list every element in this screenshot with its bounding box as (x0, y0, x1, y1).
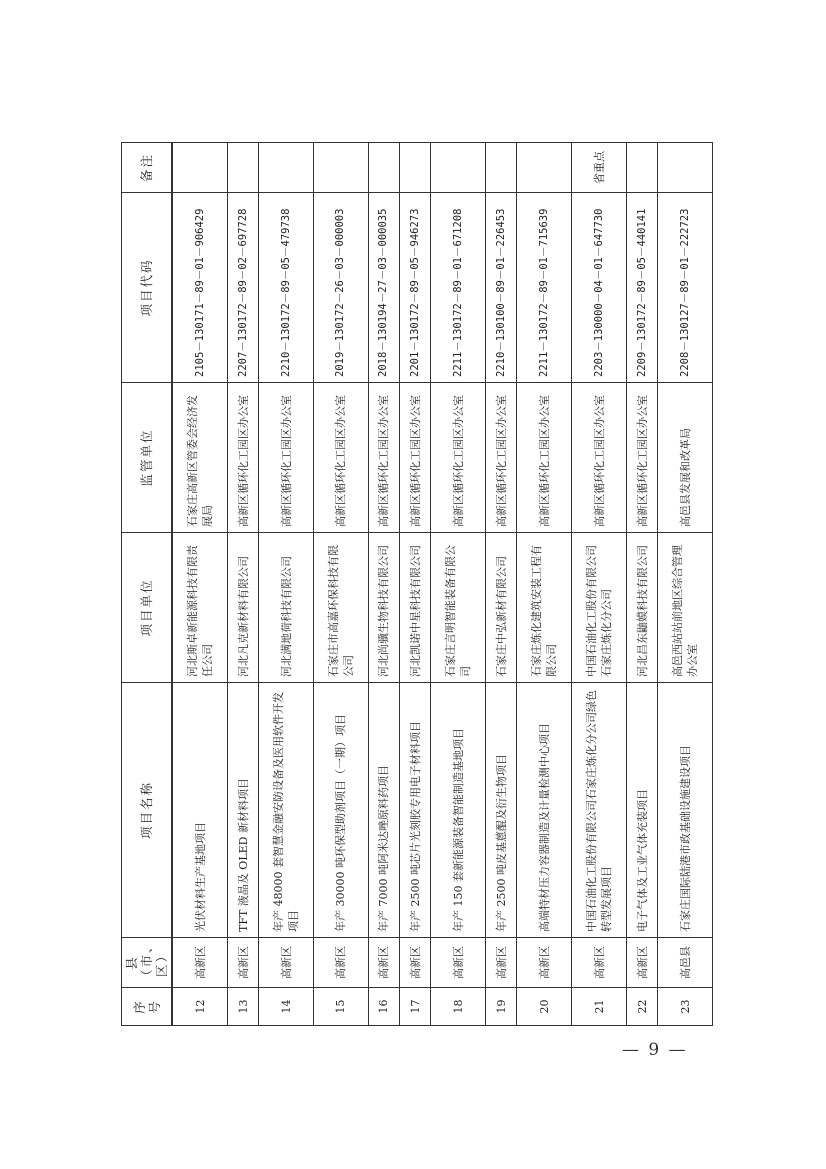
cell-name: 高端特材压力容器制造及计量检测中心项目 (517, 683, 572, 938)
cell-remark (658, 143, 713, 193)
cell-remark: 省重点 (572, 143, 627, 193)
table-row (572, 143, 627, 1026)
table-row (626, 143, 657, 1026)
cell-unit: 石家庄市高嘉环保科技有限公司 (314, 533, 369, 683)
cell-county: 高新区 (572, 938, 627, 988)
page-number: — 9 — (622, 1040, 688, 1060)
cell-code: 2211－130172－89－01－671208 (431, 193, 486, 383)
cell-seq: 14 (259, 988, 314, 1026)
table-row (228, 143, 259, 1026)
cell-supervisor: 高新区循环化工园区办公室 (314, 383, 369, 533)
cell-unit: 河北凡克新材料有限公司 (228, 533, 259, 683)
header-supervisor: 监管单位 (122, 383, 173, 533)
cell-name: 年产 48000 套智慧金融安防设备及医用软件开发项目 (259, 683, 314, 938)
cell-supervisor: 高新区循环化工园区办公室 (572, 383, 627, 533)
table-row (314, 143, 369, 1026)
cell-supervisor: 高新区循环化工园区办公室 (431, 383, 486, 533)
project-table (121, 142, 713, 1026)
cell-supervisor: 高新区循环化工园区办公室 (626, 383, 657, 533)
cell-remark (368, 143, 399, 193)
cell-remark (259, 143, 314, 193)
cell-county: 高新区 (172, 938, 228, 988)
cell-remark (431, 143, 486, 193)
cell-code: 2201－130172－89－05－946273 (400, 193, 431, 383)
cell-code: 2203－130000－04－01－647730 (572, 193, 627, 383)
cell-code: 2211－130172－89－01－715639 (517, 193, 572, 383)
cell-seq: 16 (368, 988, 399, 1026)
cell-name: 年产 30000 吨环保型助剂项目（一期）项目 (314, 683, 369, 938)
cell-unit: 河北昌东鼬嫫科技有限公司 (626, 533, 657, 683)
cell-county: 高新区 (431, 938, 486, 988)
cell-county: 高新区 (486, 938, 517, 988)
cell-code: 2210－130100－89－01－226453 (486, 193, 517, 383)
cell-unit: 河北尚骥生物科技有限公司 (368, 533, 399, 683)
cell-code: 2209－130172－89－05－440141 (626, 193, 657, 383)
cell-supervisor: 高新区循环化工园区办公室 (259, 383, 314, 533)
table-row (517, 143, 572, 1026)
cell-remark (626, 143, 657, 193)
cell-seq: 22 (626, 988, 657, 1026)
table-row (486, 143, 517, 1026)
cell-unit: 河北满地荷科技有限公司 (259, 533, 314, 683)
cell-unit: 高邑西站站前地区综合管理办公室 (658, 533, 713, 683)
rotated-table-container (121, 143, 713, 1026)
header-code: 项目代码 (122, 193, 173, 383)
header-county: 县（市、区） (122, 938, 173, 988)
cell-county: 高新区 (368, 938, 399, 988)
cell-remark (517, 143, 572, 193)
cell-seq: 12 (172, 988, 228, 1026)
cell-seq: 15 (314, 988, 369, 1026)
cell-county: 高新区 (626, 938, 657, 988)
cell-seq: 13 (228, 988, 259, 1026)
cell-name: 年产 2500 吨芯片光刻胶专用电子材料项目 (400, 683, 431, 938)
table-row (172, 143, 228, 1026)
table-row (259, 143, 314, 1026)
cell-name: 电子气体及工业气体充装项目 (626, 683, 657, 938)
cell-county: 高邑县 (658, 938, 713, 988)
cell-seq: 19 (486, 988, 517, 1026)
cell-county: 高新区 (517, 938, 572, 988)
cell-county: 高新区 (259, 938, 314, 988)
header-remark: 备注 (122, 143, 173, 193)
header-seq: 序号 (122, 988, 173, 1026)
cell-seq: 21 (572, 988, 627, 1026)
cell-supervisor: 高邑县发展和改革局 (658, 383, 713, 533)
cell-name: 年产 150 套新能源装备智能制造基地项目 (431, 683, 486, 938)
table-row (658, 143, 713, 1026)
cell-remark (228, 143, 259, 193)
cell-supervisor: 石家庄高新区管委会经济发展局 (172, 383, 228, 533)
cell-name: 中国石油化工股份有限公司石家庄炼化分公司绿色转型发展项目 (572, 683, 627, 938)
cell-code: 2207－130172－89－02－697728 (228, 193, 259, 383)
cell-unit: 石家庄中弘新材有限公司 (486, 533, 517, 683)
cell-unit: 石家庄炼化建筑安装工程有限公司 (517, 533, 572, 683)
header-unit: 项目单位 (122, 533, 173, 683)
cell-remark (400, 143, 431, 193)
cell-name: 年产 7000 吨阿米达唑原料药项目 (368, 683, 399, 938)
cell-code: 2019－130172－26－03－000003 (314, 193, 369, 383)
cell-seq: 20 (517, 988, 572, 1026)
cell-supervisor: 高新区循环化工园区办公室 (228, 383, 259, 533)
cell-name: TFT 液晶及 OLED 新材料项目 (228, 683, 259, 938)
cell-supervisor: 高新区循环化工园区办公室 (400, 383, 431, 533)
cell-code: 2105－130171－89－01－906429 (172, 193, 228, 383)
cell-supervisor: 高新区循环化工园区办公室 (486, 383, 517, 533)
cell-remark (314, 143, 369, 193)
cell-supervisor: 高新区循环化工园区办公室 (368, 383, 399, 533)
cell-unit: 河北斯卓新能源科技有限责任公司 (172, 533, 228, 683)
cell-supervisor: 高新区循环化工园区办公室 (517, 383, 572, 533)
cell-unit: 中国石油化工股份有限公司石家庄炼化分公司 (572, 533, 627, 683)
cell-code: 2018－130194－27－03－000035 (368, 193, 399, 383)
cell-county: 高新区 (314, 938, 369, 988)
cell-name: 年产 2500 吨皮基蒽醌及衍生物项目 (486, 683, 517, 938)
table-header-row (122, 143, 173, 1026)
table-row (431, 143, 486, 1026)
cell-remark (486, 143, 517, 193)
cell-seq: 17 (400, 988, 431, 1026)
cell-remark (172, 143, 228, 193)
cell-county: 高新区 (400, 938, 431, 988)
cell-name: 石家庄国际陆港市政基础设施建设项目 (658, 683, 713, 938)
cell-unit: 河北凯诺中星科技有限公司 (400, 533, 431, 683)
cell-name: 光伏材料生产基地项目 (172, 683, 228, 938)
cell-seq: 18 (431, 988, 486, 1026)
cell-code: 2208－130127－89－01－222723 (658, 193, 713, 383)
cell-county: 高新区 (228, 938, 259, 988)
cell-unit: 石家庄言明智能装备有限公司 (431, 533, 486, 683)
cell-seq: 23 (658, 988, 713, 1026)
table-row (368, 143, 399, 1026)
table-row (400, 143, 431, 1026)
cell-code: 2210－130172－89－05－479738 (259, 193, 314, 383)
header-name: 项目名称 (122, 683, 173, 938)
